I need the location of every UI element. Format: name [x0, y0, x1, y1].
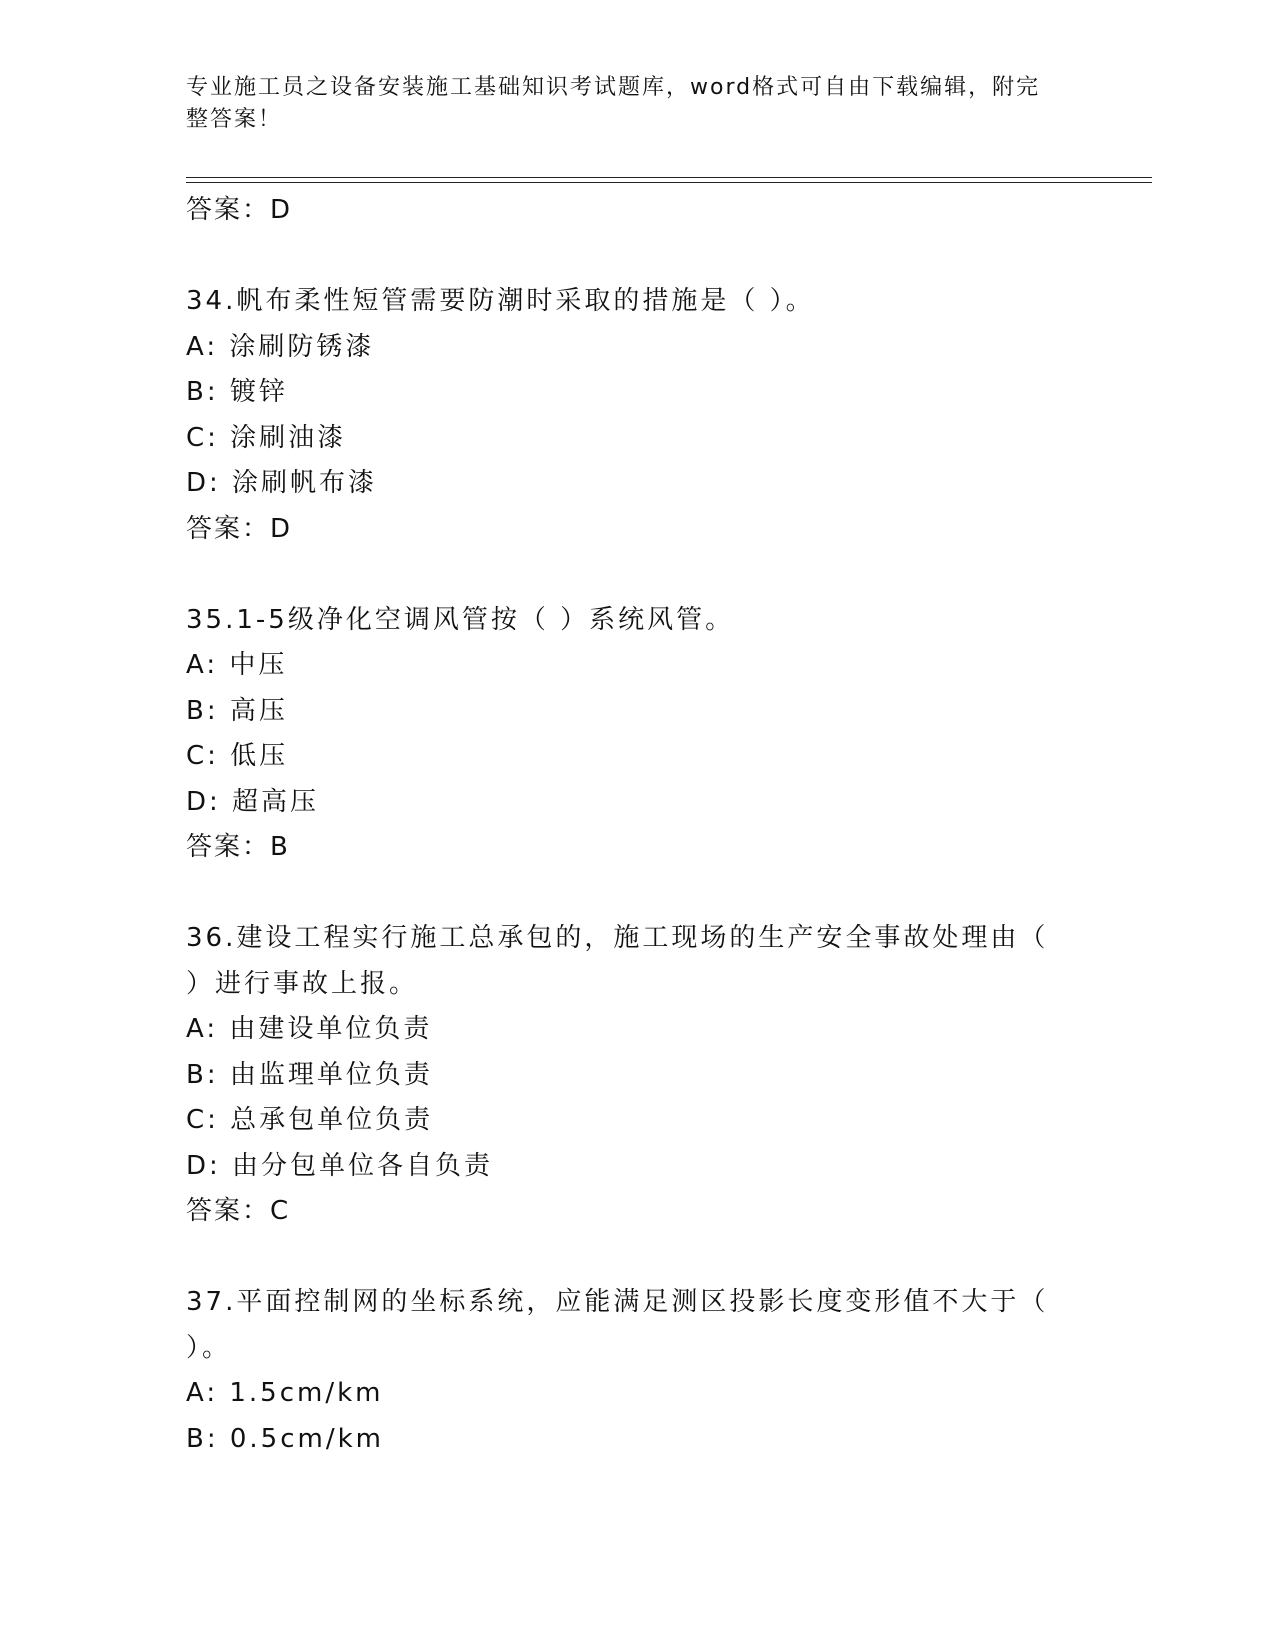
option-b: B: 镀锌 [186, 377, 288, 407]
option-b: B: 高压 [186, 695, 288, 726]
option-a: A: 中压 [186, 650, 288, 680]
question-block [186, 279, 1066, 552]
question-stem-continued: ）。 [186, 1332, 232, 1363]
question-stem: 34.帆布柔性短管需要防潮时采取的措施是（ ）。 [186, 286, 815, 316]
option-c: C: 涂刷油漆 [186, 422, 347, 453]
question-block [186, 598, 1066, 871]
option-d: D: 涂刷帆布漆 [186, 468, 378, 498]
answer-label: 答案：B [186, 832, 290, 862]
option-a: A: 涂刷防锈漆 [186, 331, 375, 362]
question-stem-continued: ）进行事故上报。 [186, 968, 419, 999]
answer-label: 答案：D [186, 513, 293, 544]
header-divider-top [186, 177, 1152, 178]
spacer [186, 234, 1066, 280]
question-stem: 36.建设工程实行施工总承包的，施工现场的生产安全事故处理由（ [186, 923, 1049, 953]
answer-label: 答案：D [186, 195, 293, 225]
option-c: C: 低压 [186, 741, 289, 771]
question-block [186, 916, 1066, 1235]
header-title-line-1: 专业施工员之设备安装施工基础知识考试题库，word格式可自由下载编辑，附完 [186, 75, 1041, 100]
spacer [186, 1235, 1066, 1281]
spacer [186, 552, 1066, 598]
answer-label: 答案：C [186, 1196, 291, 1226]
header-divider-bottom [186, 182, 1152, 183]
option-c: C: 总承包单位负责 [186, 1105, 434, 1135]
question-stem: 35.1-5级净化空调风管按（ ）系统风管。 [186, 604, 735, 635]
option-a: A: 由建设单位负责 [186, 1014, 433, 1044]
option-b: B: 由监理单位负责 [186, 1059, 433, 1090]
question-block [186, 1280, 1066, 1462]
question-stem: 37.平面控制网的坐标系统，应能满足测区投影长度变形值不大于（ [186, 1287, 1049, 1317]
header-title-line-2: 整答案！ [186, 107, 283, 132]
question-list [186, 188, 1066, 1462]
option-d: D: 超高压 [186, 786, 320, 817]
option-d: D: 由分包单位各自负责 [186, 1150, 494, 1181]
document-header [186, 72, 1066, 136]
option-b: B: 0.5cm/km [186, 1423, 384, 1454]
spacer [186, 871, 1066, 917]
option-a: A: 1.5cm/km [186, 1378, 384, 1408]
